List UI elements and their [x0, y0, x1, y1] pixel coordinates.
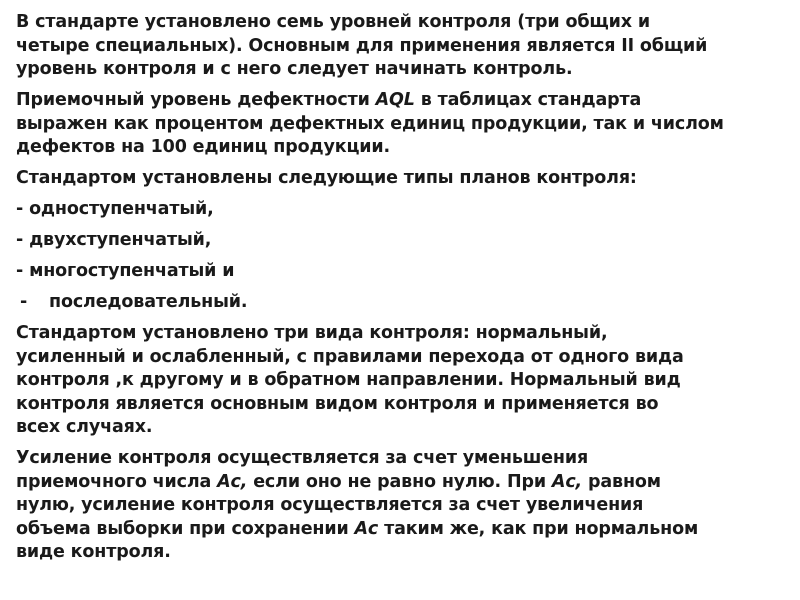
text-span: таким же, как при нормальном [378, 518, 699, 539]
text-span: если оно не равно нулю. При [247, 471, 552, 492]
text-line: контроля ,к другому и в обратном направлении. Нормальный вид [16, 370, 681, 390]
text-span: Приемочный уровень дефектности [16, 90, 376, 110]
text-line [16, 471, 791, 495]
ac-term: Ас, [551, 471, 583, 492]
text-line: нулю, усиление контроля осуществляется за счет увеличения [16, 495, 644, 515]
document-body [16, 11, 791, 572]
paragraph-control-kinds [16, 322, 791, 440]
text-line: В стандарте установлено семь уровней контроля (три общих и [16, 12, 650, 32]
list-dash: - [20, 292, 28, 312]
paragraph-control-levels [16, 11, 791, 82]
text-line: дефектов на 100 единиц продукции. [16, 137, 390, 157]
paragraph-tightened-control [16, 447, 791, 565]
text-line: четыре специальных). Основным для применения является II общий [16, 35, 708, 56]
text-line: усиленный и ослабленный, с правилами перехода от одного вида [16, 346, 684, 367]
list-item-text: многоступенчатый и [29, 261, 235, 281]
text-line: Усиление контроля осуществляется за счет уменьшения [16, 448, 589, 468]
list-dash: - [16, 199, 30, 219]
list-item [16, 198, 791, 222]
list-item [16, 260, 791, 284]
text-line [16, 89, 791, 113]
text-line: всех случаях. [16, 417, 153, 437]
text-line: выражен как процентом дефектных единиц продукции, так и числом [16, 113, 724, 134]
list-item-text: последовательный. [49, 292, 248, 312]
list-item-text: одноступенчатый, [29, 199, 214, 219]
list-item [16, 229, 791, 253]
text-span: объема выборки при сохранении [16, 518, 355, 539]
text-line: контроля является основным видом контроля и применяется во [16, 393, 659, 414]
list-dash: - [16, 261, 30, 281]
ac-term: Ас, [217, 471, 248, 492]
text-span: равном [582, 471, 661, 492]
text-line: уровень контроля и с него следует начинать контроль. [16, 59, 573, 79]
text-line: Стандартом установлены следующие типы планов контроля: [16, 168, 637, 188]
aql-term: AQL [375, 90, 415, 110]
text-line: Стандартом установлено три вида контроля: нормальный, [16, 323, 608, 343]
list-item [16, 291, 791, 315]
text-line: виде контроля. [16, 542, 171, 562]
paragraph-aql [16, 89, 791, 160]
list-item-text: двухступенчатый, [29, 230, 212, 250]
text-span: приемочного числа [16, 471, 218, 492]
text-span: в таблицах стандарта [414, 90, 642, 110]
text-line [16, 518, 791, 542]
ac-term: Ас [354, 518, 379, 539]
paragraph-plan-types [16, 167, 791, 191]
list-dash: - [16, 230, 30, 250]
